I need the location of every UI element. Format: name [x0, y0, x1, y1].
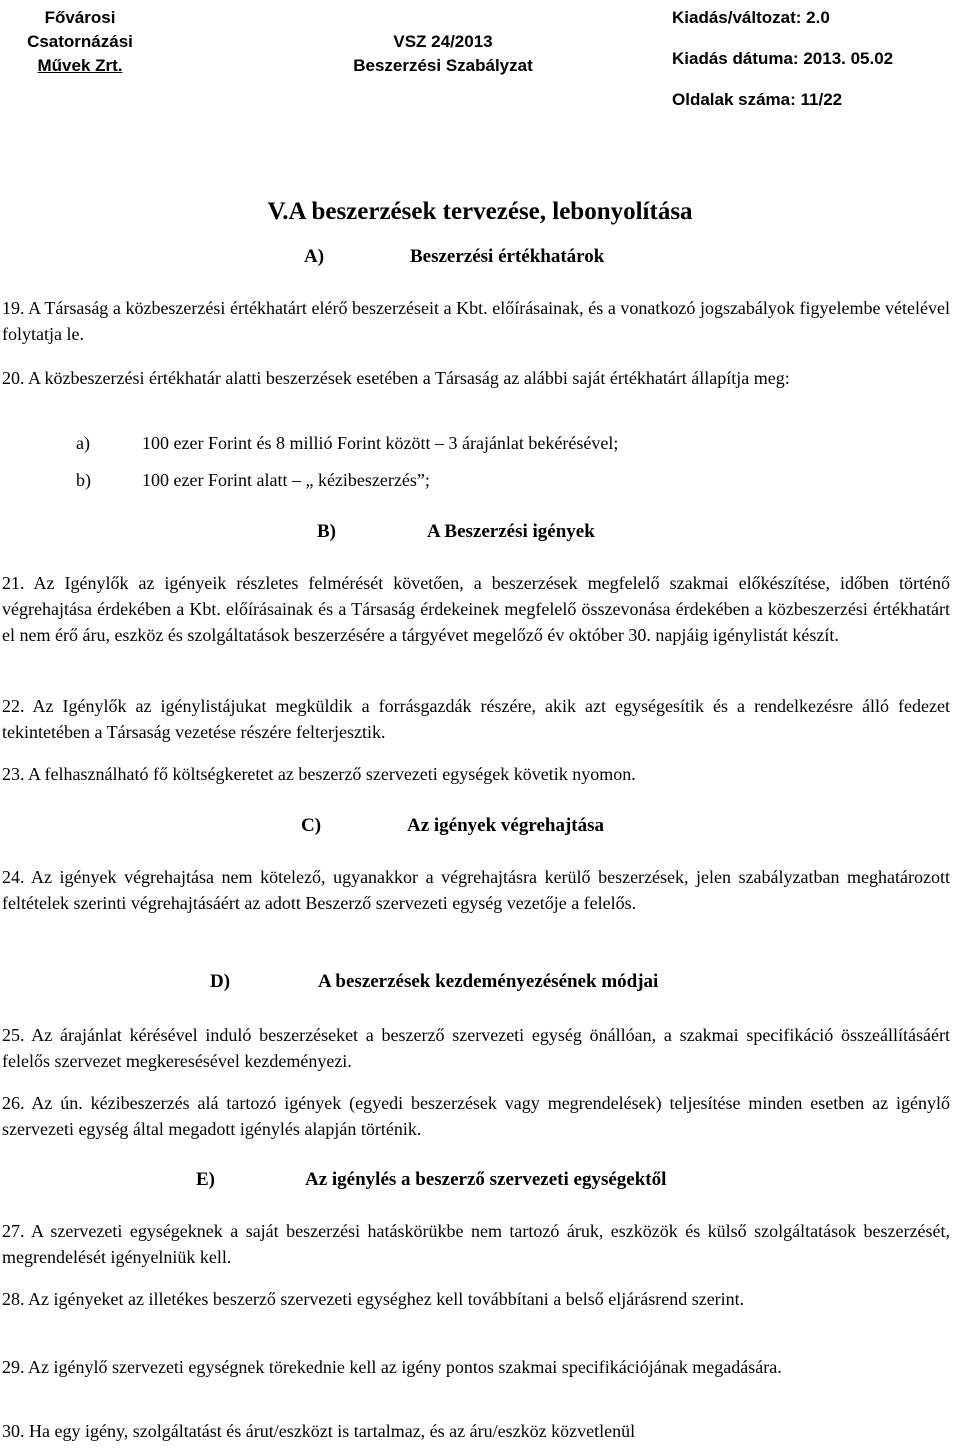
paragraph-26: 26. Az ún. kézibeszerzés alá tartozó igények (egyedi beszerzések vagy megrendelések) teljesítése minden esetben az igénylő szervezeti egység által megadott igénylés alapján történik.	[2, 1093, 950, 1139]
section-letter: C)	[301, 815, 322, 836]
version-value: 2.0	[806, 8, 830, 27]
paragraph-27: 27. A szervezeti egységeknek a saját beszerzési hatáskörükbe nem tartozó áruk, eszközök és külső szolgáltatások beszerzését, megrendelését igényelniük kell.	[2, 1221, 950, 1267]
list-marker: a)	[76, 433, 90, 453]
paragraph-28: 28. Az igényeket az illetékes beszerző szervezeti egységhez kell továbbítani a belső eljárásrend szerint.	[2, 1289, 745, 1309]
document-title-block	[224, 30, 662, 78]
company-name	[0, 6, 160, 78]
paragraph-25: 25. Az árajánlat kérésével induló beszerzéseket a beszerző szervezeti egység önállóan, a szakmai specifikáció összeállításáért felelős szervezet megkeresésével kezdeményezi.	[2, 1025, 950, 1071]
company-name-line: Fővárosi	[44, 8, 116, 27]
version-row	[672, 6, 830, 30]
paragraph-24: 24. Az igények végrehajtása nem kötelező, ugyanakkor a végrehajtásra kerülő beszerzések, jelen szabályzatban meghatározott feltételek szerinti végrehajtásáért az adott Beszerző szervezeti egység vezetője a felelős.	[2, 867, 950, 913]
date-label: Kiadás dátuma:	[672, 49, 799, 68]
section-letter: E)	[196, 1169, 215, 1190]
document-code: VSZ 24/2013	[393, 32, 493, 51]
date-value: 2013. 05.02	[803, 49, 894, 68]
section-title: Beszerzési értékhatárok	[410, 246, 605, 267]
paragraph-29: 29. Az igénylő szervezeti egységnek törekednie kell az igény pontos szakmai specifikációjának megadására.	[2, 1357, 782, 1377]
document-header	[0, 0, 960, 112]
company-name-line: Művek Zrt.	[37, 56, 123, 75]
date-row	[672, 47, 893, 71]
section-title: A beszerzések kezdeményezésének módjai	[318, 971, 659, 992]
pages-label: Oldalak száma:	[672, 90, 796, 109]
paragraph-30: 30. Ha egy igény, szolgáltatást és árut/eszközt is tartalmaz, és az áru/eszköz közvetlenül	[2, 1421, 636, 1441]
paragraph-22: 22. Az Igénylők az igénylistájukat megküldik a forrásgazdák részére, akik azt egységesítik és a rendelkezésre álló fedezet tekintetében a Társaság vezetése részére felterjesztik.	[2, 696, 950, 742]
section-title: Az igénylés a beszerző szervezeti egységektől	[305, 1169, 667, 1190]
section-title: A Beszerzési igények	[427, 521, 595, 542]
pages-value: 11/22	[800, 90, 843, 109]
section-letter: B)	[317, 521, 336, 542]
section-title: Az igények végrehajtása	[407, 815, 605, 836]
list-text: 100 ezer Forint alatt – „ kézibeszerzés”;	[142, 470, 430, 490]
paragraph-23: 23. A felhasználható fő költségkeretet az beszerző szervezeti egységek követik nyomon.	[2, 764, 636, 784]
list-marker: b)	[76, 470, 91, 490]
version-label: Kiadás/változat:	[672, 8, 802, 27]
document-title: Beszerzési Szabályzat	[353, 56, 533, 75]
paragraph-21: 21. Az Igénylők az igényeik részletes felmérését követően, a beszerzések megfelelő szakmai előkészítése, időben történő végrehajtása érdekében a Kbt. előírásainak és a Társaság érdekeinek megfelelő összevonása érdekében a közbeszerzési értékhatárt el nem érő áru, eszköz és szolgáltatások beszerzésére a tárgyévet megelőző év október 30. napjáig igénylistát készít.	[2, 573, 950, 645]
list-text: 100 ezer Forint és 8 millió Forint között – 3 árajánlat bekérésével;	[142, 433, 619, 453]
section-letter: D)	[210, 971, 231, 992]
chapter-title: V.A beszerzések tervezése, lebonyolítása	[267, 198, 693, 225]
section-letter: A)	[304, 246, 325, 267]
paragraph-19: 19. A Társaság a közbeszerzési értékhatárt elérő beszerzéseit a Kbt. előírásainak, és a vonatkozó jogszabályok figyelembe vételével folytatja le.	[2, 298, 950, 344]
pages-row	[672, 88, 842, 112]
company-name-line: Csatornázási	[27, 32, 133, 51]
paragraph-20: 20. A közbeszerzési értékhatár alatti beszerzések esetében a Társaság az alábbi saját értékhatárt állapítja meg:	[2, 368, 790, 388]
